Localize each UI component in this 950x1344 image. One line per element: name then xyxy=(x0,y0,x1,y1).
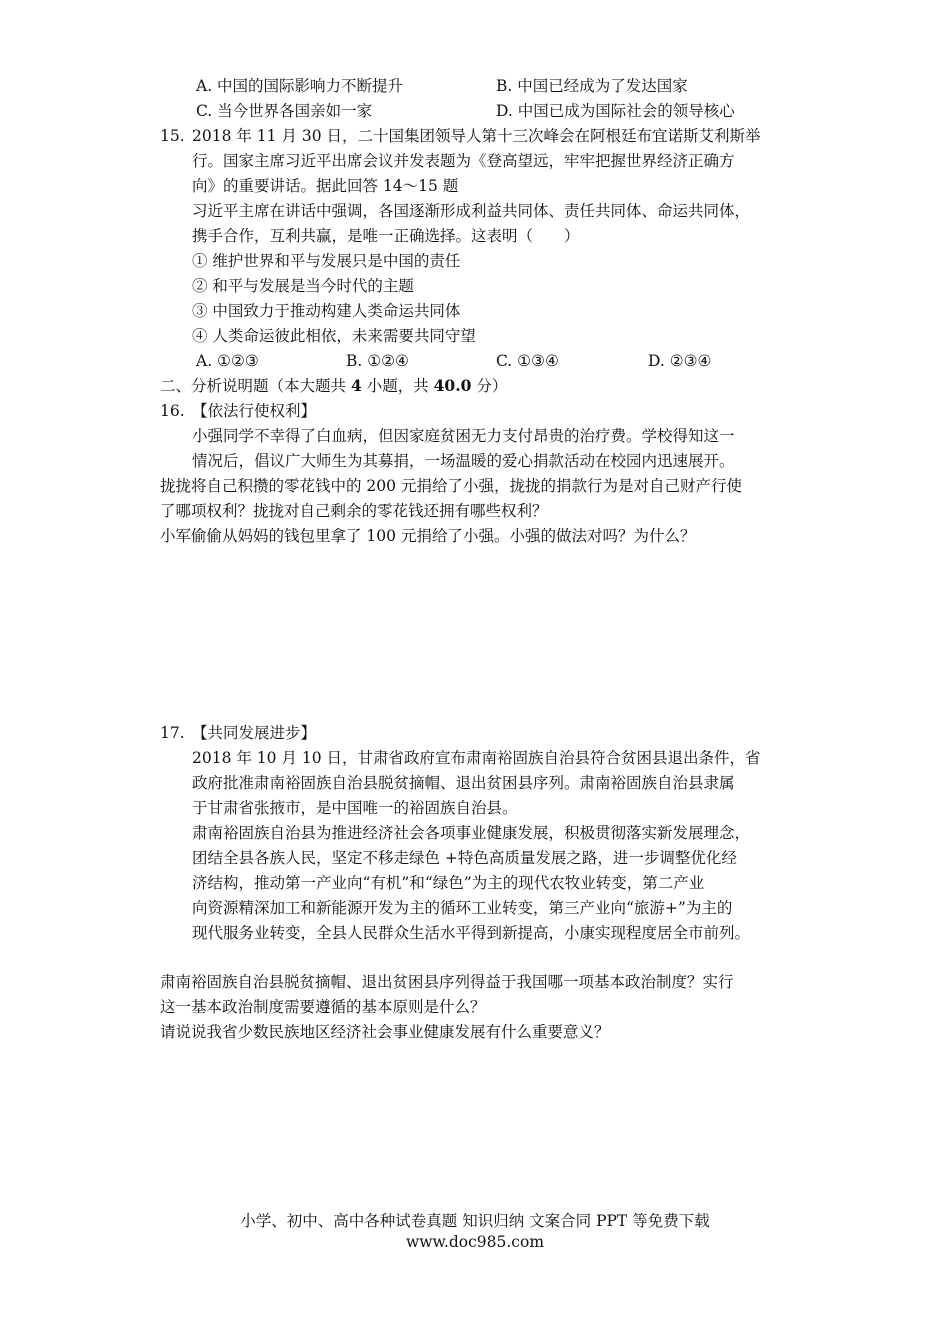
q14-option-a: A. 中国的国际影响力不断提升 xyxy=(196,77,404,95)
q17-material-line-5: 团结全县各族人民，坚定不移走绿色 +特色高质量发展之路，进一步调整优化经 xyxy=(192,849,737,867)
q15-item-1: ① 维护世界和平与发展只是中国的责任 xyxy=(192,252,461,270)
section-2-pre: 二、分析说明题（本大题共 xyxy=(160,377,347,395)
q17-material-line-4: 肃南裕固族自治县为推进经济社会各项事业健康发展，积极贯彻落实新发展理念， xyxy=(192,824,751,842)
q15-item-3: ③ 中国致力于推动构建人类命运共同体 xyxy=(192,302,461,320)
q17-title: 【共同发展进步】 xyxy=(192,724,317,742)
q15-number: 15. xyxy=(160,127,185,145)
section-2-heading xyxy=(160,376,507,396)
q15-intro-line-2: 行。国家主席习近平出席会议并发表题为《登高望远，牢牢把握世界经济正确方 xyxy=(192,152,735,170)
section-2-count: 4 xyxy=(350,376,362,395)
q15-option-a: A. ①②③ xyxy=(196,352,259,370)
section-2-mid: 小题，共 xyxy=(366,377,429,395)
q15-item-2: ② 和平与发展是当今时代的主题 xyxy=(192,277,414,295)
q16-number: 16. xyxy=(160,402,185,420)
footer-website: www.doc985.com xyxy=(405,1233,545,1251)
q17-material-line-6: 济结构，推动第一产业向“有机”和“绿色”为主的现代农牧业转变，第二产业 xyxy=(192,874,705,892)
q15-option-c: C. ①③④ xyxy=(496,352,559,370)
q14-option-c: C. 当今世界各国亲如一家 xyxy=(196,102,373,120)
section-2-score: 40.0 xyxy=(433,376,472,395)
q17-material-line-7: 向资源精深加工和新能源开发为主的循环工业转变，第三产业向“旅游+”为主的 xyxy=(192,899,733,917)
q14-option-d: D. 中国已成为国际社会的领导核心 xyxy=(496,102,735,120)
q17-question-line-1: 肃南裕固族自治县脱贫摘帽、退出贫困县序列得益于我国哪一项基本政治制度？实行 xyxy=(160,973,734,991)
q15-stem-line-1: 习近平主席在讲话中强调，各国逐渐形成利益共同体、责任共同体、命运共同体， xyxy=(192,202,751,220)
q15-item-4: ④ 人类命运彼此相依，未来需要共同守望 xyxy=(192,327,476,345)
q16-question-line-2: 了哪项权利？拢拢对自己剩余的零花钱还拥有哪些权利？ xyxy=(160,502,548,520)
q16-question-line-3: 小军偷偷从妈妈的钱包里拿了 100 元捐给了小强。小强的做法对吗？为什么？ xyxy=(160,527,696,545)
q16-material-line-1: 小强同学不幸得了白血病，但因家庭贫困无力支付昂贵的治疗费。学校得知这一 xyxy=(192,427,735,445)
footer-ad-text: 小学、初中、高中各种试卷真题 知识归纳 文案合同 PPT 等免费下载 xyxy=(240,1212,710,1230)
q15-intro-line-3: 向》的重要讲话。据此回答 14～15 题 xyxy=(192,177,459,195)
q15-option-d: D. ②③④ xyxy=(648,352,712,370)
q16-title: 【依法行使权利】 xyxy=(192,402,317,420)
q15-intro-line-1: 2018 年 11 月 30 日，二十国集团领导人第十三次峰会在阿根廷布宜诺斯艾利斯举 xyxy=(192,127,761,145)
q15-option-b: B. ①②④ xyxy=(346,352,409,370)
q15-stem-line-2: 携手合作，互利共赢，是唯一正确选择。这表明（ ） xyxy=(192,227,580,245)
q17-number: 17. xyxy=(160,724,185,742)
q17-material-line-8: 现代服务业转变，全县人民群众生活水平得到新提高，小康实现程度居全市前列。 xyxy=(192,924,751,942)
q17-material-line-1: 2018 年 10 月 10 日，甘肃省政府宣布肃南裕固族自治县符合贫困县退出条件，省 xyxy=(192,749,761,767)
section-2-post: 分） xyxy=(476,377,508,395)
q16-material-line-2: 情况后，倡议广大师生为其募捐，一场温暖的爱心捐款活动在校园内迅速展开。 xyxy=(192,452,735,470)
q16-question-line-1: 拢拢将自己积攒的零花钱中的 200 元捐给了小强，拢拢的捐款行为是对自己财产行使 xyxy=(160,477,742,495)
q17-material-line-3: 于甘肃省张掖市，是中国唯一的裕固族自治县。 xyxy=(192,799,518,817)
q14-option-b: B. 中国已经成为了发达国家 xyxy=(496,77,688,95)
q17-question-line-3: 请说说我省少数民族地区经济社会事业健康发展有什么重要意义？ xyxy=(160,1023,610,1041)
q17-question-line-2: 这一基本政治制度需要遵循的基本原则是什么？ xyxy=(160,998,486,1016)
q17-material-line-2: 政府批准肃南裕固族自治县脱贫摘帽、退出贫困县序列。肃南裕固族自治县隶属 xyxy=(192,774,735,792)
